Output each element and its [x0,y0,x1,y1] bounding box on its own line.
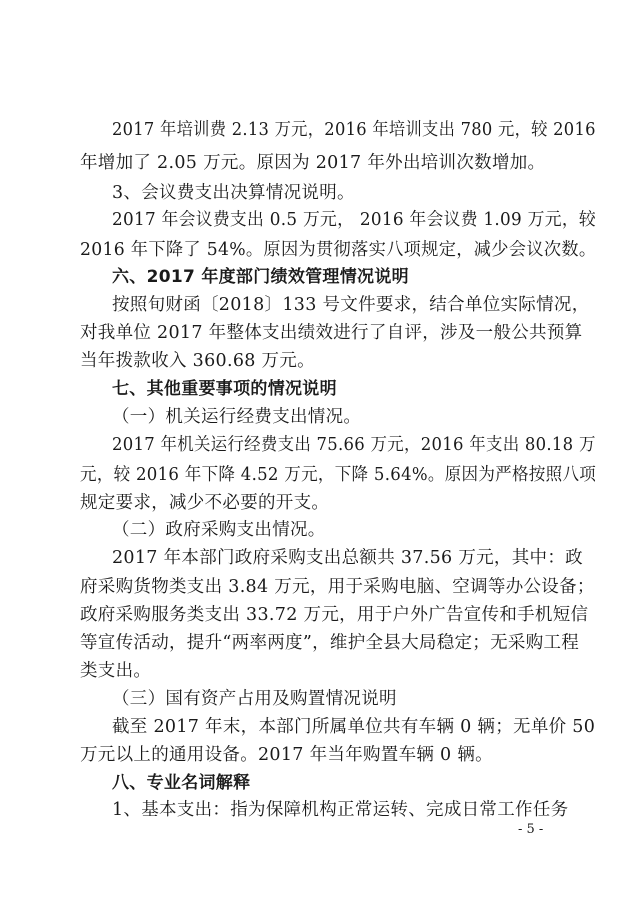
text-line: （一）机关运行经费支出情况。 [112,407,362,427]
text-line: 对我单位 2017 年整体支出绩效进行了自评，涉及一般公共预算 [80,323,583,343]
section-heading: 七、其他重要事项的情况说明 [112,379,337,399]
text-line: 2017 年机关运行经费支出 75.66 万元，2016 年支出 80.18 万 [112,435,596,455]
text-line: 万元以上的通用设备。2017 年当年购置车辆 0 辆。 [80,745,493,765]
text-line: （三）国有资产占用及购置情况说明 [112,689,397,709]
section-heading: 六、2017 年度部门绩效管理情况说明 [112,267,409,287]
text-line: 元，较 2016 年下降 4.52 万元，下降 5.64%。原因为严格按照八项 [80,465,597,485]
page-number: - 5 - [518,822,544,837]
text-line: 政府采购服务类支出 33.72 万元，用于户外广告宣传和手机短信 [80,605,589,625]
text-line: 2016 年下降了 54%。原因为贯彻落实八项规定，减少会议次数。 [80,240,597,260]
text-line: 1、基本支出：指为保障机构正常运转、完成日常工作任务 [112,800,569,820]
text-line: 按照旬财函〔2018〕133 号文件要求，结合单位实际情况， [112,295,590,315]
text-line: 年增加了 2.05 万元。原因为 2017 年外出培训次数增加。 [80,153,546,173]
text-line: 2017 年培训费 2.13 万元，2016 年培训支出 780 元，较 2016 [112,120,596,140]
text-line: 府采购货物类支出 3.84 万元，用于采购电脑、空调等办公设备； [80,577,595,597]
text-line: 等宣传活动，提升“两率两度”，维护全县大局稳定；无采购工程 [80,633,580,653]
text-line: （二）政府采购支出情况。 [112,520,326,540]
text-line: 3、会议费支出决算情况说明。 [112,183,355,203]
text-line: 规定要求，减少不必要的开支。 [80,493,330,513]
text-line: 类支出。 [80,661,152,681]
text-line: 截至 2017 年末，本部门所属单位共有车辆 0 辆；无单价 50 [112,717,596,737]
section-heading: 八、专业名词解释 [112,773,251,793]
text-line: 2017 年会议费支出 0.5 万元， 2016 年会议费 1.09 万元，较 [112,210,597,230]
text-line: 当年拨款收入 360.68 万元。 [80,351,315,371]
text-line: 2017 年本部门政府采购支出总额共 37.56 万元，其中：政 [112,548,583,568]
